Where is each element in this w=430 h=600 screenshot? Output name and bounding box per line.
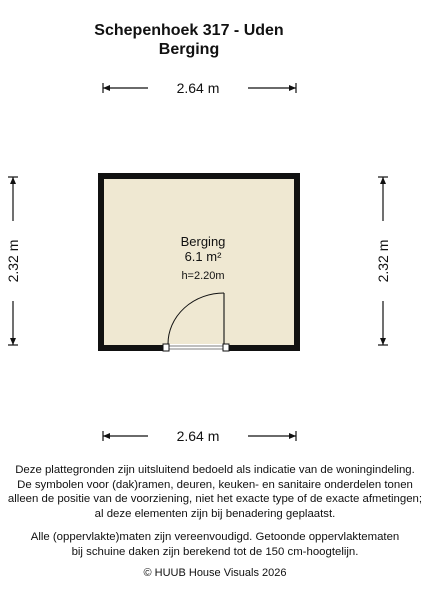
disclaimer-line: al deze elementen zijn bij benadering geplaatst. [94,507,336,520]
dimension-depth-left: 2.32 m [5,221,21,301]
room-height-label: h=2.20m [181,270,225,282]
disclaimer-line: alleen de positie van de voorziening, niet het exacte type of de exacte afmetingen; [7,493,423,505]
copyright-footer: © HUUB House Visuals 2026 [143,567,287,579]
room-name-label: Berging [180,234,226,249]
plan-floor-title: Berging [158,41,220,58]
disclaimer-line: De symbolen voor (dak)ramen, deuren, keuken- en sanitaire onderdelen tonen [17,478,413,491]
dimension-width-bottom: 2.64 m [148,428,248,444]
measurement-note-line: bij schuine daken zijn berekend tot de 150 cm-hoogtelijn. [71,545,359,558]
dimension-width-top: 2.64 m [148,80,248,96]
dimension-depth-right: 2.32 m [375,221,391,301]
disclaimer-line: Deze plattegronden zijn uitsluitend bedoeld als indicatie van de woningindeling. [15,464,415,476]
room-area-label: 6.1 m² [184,249,222,264]
measurement-note-line: Alle (oppervlakte)maten zijn vereenvoudigd. Getoonde oppervlaktematen [30,531,400,543]
plan-address-title: Schepenhoek 317 - Uden [94,22,284,39]
